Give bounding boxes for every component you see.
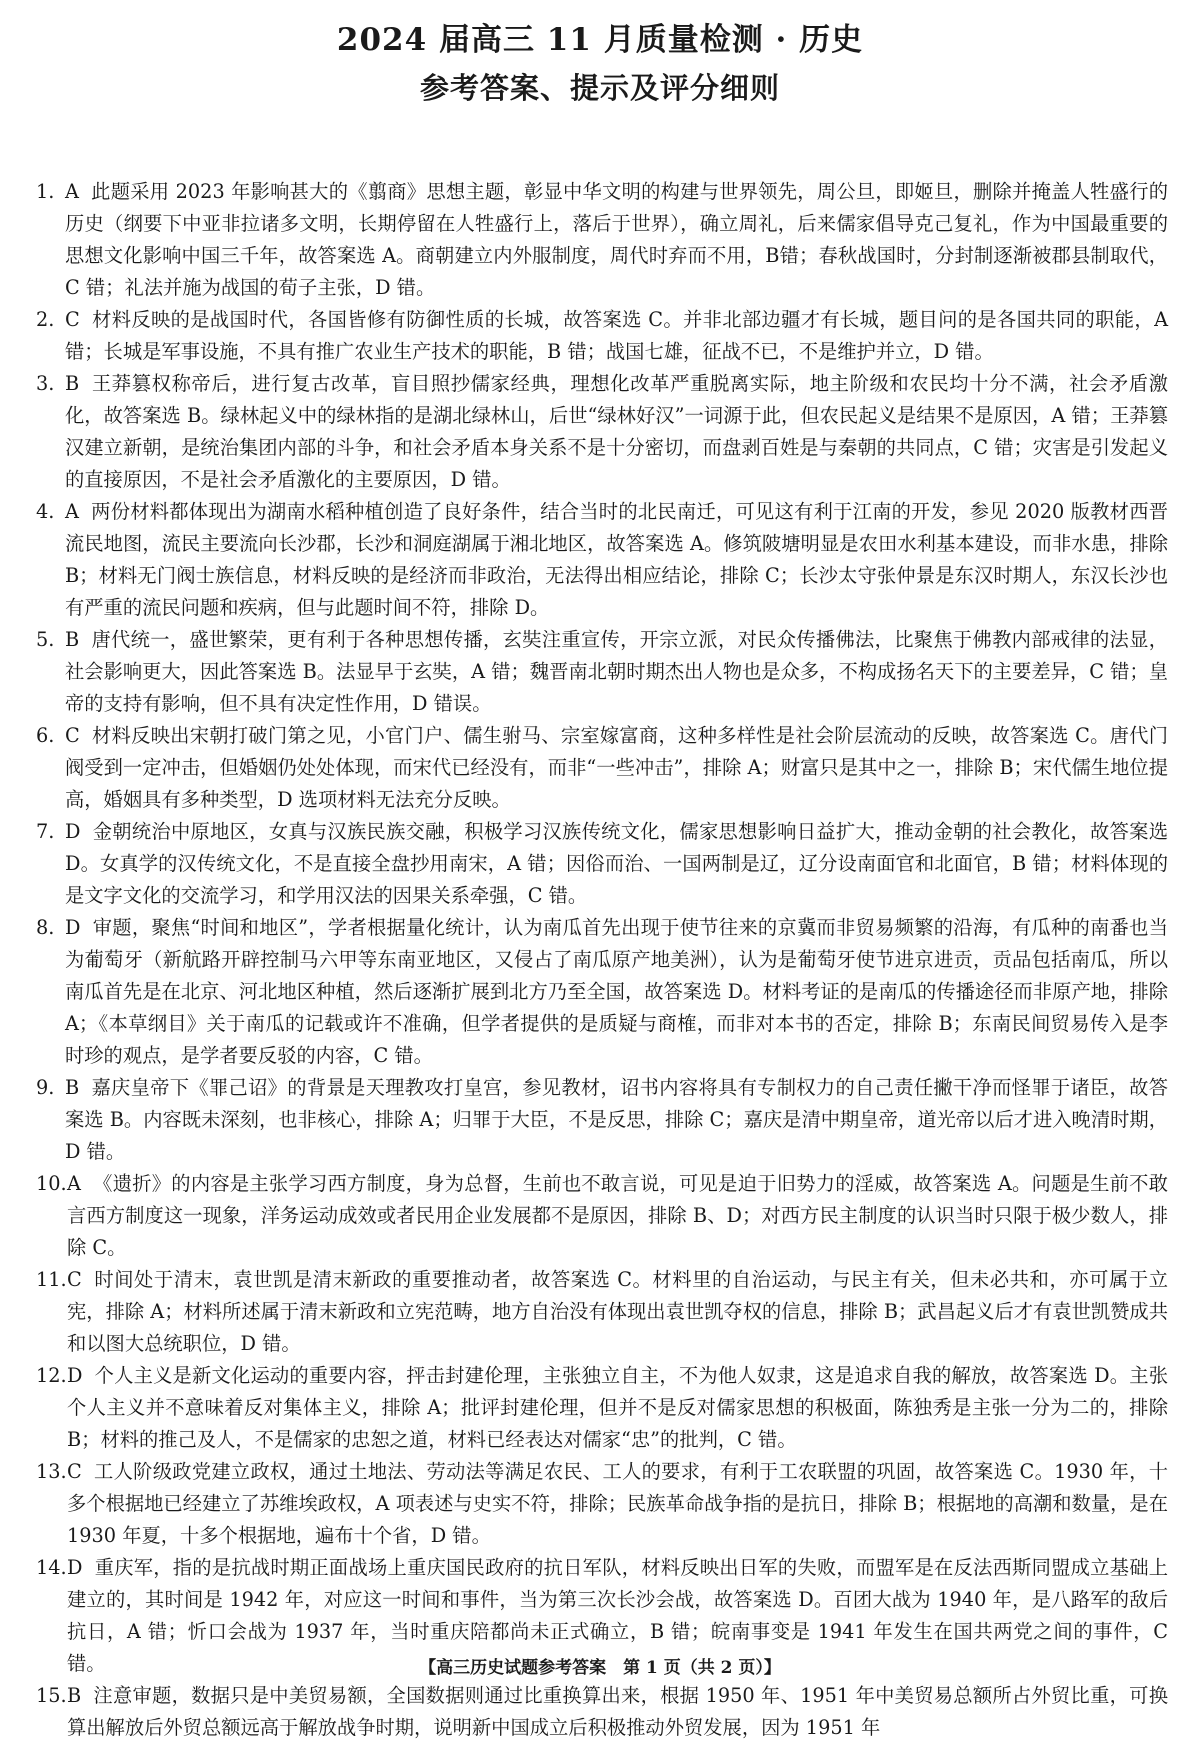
page-footer: 【高三历史试题参考答案 第 1 页（共 2 页）】 — [419, 1658, 781, 1678]
item-explanation: 审题，聚焦“时间和地区”，学者根据量化统计，认为南瓜首先出现于使节往来的京冀而非贸易频繁的沿海，有瓜种的南番也当为葡萄牙（新航路开辟控制马六甲等东南亚地区，又侵占了南瓜原产地美洲），认为是葡萄牙使节进京进贡，贡品包括南瓜，所以南瓜首先是在北京、河北地区种植，然后逐渐扩展到北方乃至全国，故答案选 D。材料考证的是南瓜的传播途径而非原产地，排除 A；《本草纲目》关于南瓜的记载或许不准确，但学者提供的是质疑与商榷，而非对本书的否定，排除 B；东南民间贸易传入是李时珍的观点，是学者要反驳的内容，C 错。 — [65, 916, 1168, 1067]
item-explanation: 金朝统治中原地区，女真与汉族民族交融，积极学习汉族传统文化，儒家思想影响日益扩大，推动金朝的社会教化，故答案选 D。女真学的汉传统文化，不是直接全盘抄用南宋，A 错；因俗而治、一国两制是辽，辽分设南面官和北面官，B 错；材料体现的是文字文化的交流学习，和学用汉法的因果关系牵强，C 错。 — [65, 820, 1168, 907]
item-explanation: 工人阶级政党建立政权，通过土地法、劳动法等满足农民、工人的要求，有利于工农联盟的巩固，故答案选 C。1930 年，十多个根据地已经建立了苏维埃政权，A 项表述与史实不符，排除；民族革命战争指的是抗日，排除 B；根据地的高潮和数量，是在 1930 年夏，十多个根据地，遍布十个省，D 错。 — [67, 1460, 1168, 1547]
answer-item-8 — [36, 912, 1168, 1072]
item-number: 8. — [36, 916, 55, 939]
item-answer: C — [65, 724, 80, 747]
item-explanation: 个人主义是新文化运动的重要内容，抨击封建伦理，主张独立自主，不为他人奴隶，这是追求自我的解放，故答案选 D。主张个人主义并不意味着反对集体主义，排除 A；批评封建伦理，但并不是反对儒家思想的积极面，陈独秀是主张一分为二的，排除 B；材料的推己及人，不是儒家的忠恕之道，材料已经表达对儒家“忠”的批判，C 错。 — [67, 1364, 1168, 1451]
answer-item-10 — [36, 1168, 1168, 1264]
item-answer: D — [65, 820, 81, 843]
item-answer: A — [67, 1172, 81, 1195]
answer-item-3 — [36, 368, 1168, 496]
answer-item-2 — [36, 304, 1168, 368]
item-explanation: 时间处于清末，袁世凯是清末新政的重要推动者，故答案选 C。材料里的自治运动，与民主有关，但未必共和，亦可属于立宪，排除 A；材料所述属于清末新政和立宪范畴，地方自治没有体现出袁世凯夺权的信息，排除 B；武昌起义后才有袁世凯赞成共和以图大总统职位，D 错。 — [67, 1268, 1168, 1355]
item-explanation: 王莽篡权称帝后，进行复古改革，盲目照抄儒家经典，理想化改革严重脱离实际，地主阶级和农民均十分不满，社会矛盾激化，故答案选 B。绿林起义中的绿林指的是湖北绿林山，后世“绿林好汉”一词源于此，但农民起义是结果不是原因，A 错；王莽篡汉建立新朝，是统治集团内部的斗争，和社会矛盾本身关系不是十分密切，而盘剥百姓是与秦朝的共同点，C 错；灾害是引发起义的直接原因，不是社会矛盾激化的主要原因，D 错。 — [65, 372, 1168, 491]
answer-item-13 — [36, 1456, 1168, 1552]
item-number: 3. — [36, 372, 55, 395]
item-answer: B — [65, 628, 80, 651]
answer-list — [36, 176, 1168, 1744]
item-number: 6. — [36, 724, 55, 747]
item-number: 7. — [36, 820, 55, 843]
item-explanation: 此题采用 2023 年影响甚大的《翦商》思想主题，彰显中华文明的构建与世界领先，周公旦，即姬旦，删除并掩盖人牲盛行的历史（纲要下中亚非拉诸多文明，长期停留在人牲盛行上，落后于世界），确立周礼，后来儒家倡导克己复礼，作为中国最重要的思想文化影响中国三千年，故答案选 A。商朝建立内外服制度，周代时弃而不用，B错；春秋战国时，分封制逐渐被郡县制取代，C 错；礼法并施为战国的荀子主张，D 错。 — [65, 180, 1168, 299]
item-number: 15. — [36, 1684, 67, 1707]
item-explanation: 唐代统一，盛世繁荣，更有利于各种思想传播，玄奘注重宣传，开宗立派，对民众传播佛法，比聚焦于佛教内部戒律的法显，社会影响更大，因此答案选 B。法显早于玄奘，A 错；魏晋南北朝时期杰出人物也是众多，不构成扬名天下的主要差异，C 错；皇帝的支持有影响，但不具有决定性作用，D 错误。 — [65, 628, 1168, 715]
item-answer: C — [67, 1460, 82, 1483]
item-answer: C — [65, 308, 80, 331]
item-number: 5. — [36, 628, 55, 651]
item-answer: A — [65, 500, 79, 523]
item-explanation: 材料反映出宋朝打破门第之见，小官门户、儒生驸马、宗室嫁富商，这种多样性是社会阶层流动的反映，故答案选 C。唐代门阀受到一定冲击，但婚姻仍处处体现，而宋代已经没有，而非“一些冲击”，排除 A；财富只是其中之一，排除 B；宋代儒生地位提高，婚姻具有多种类型，D 选项材料无法充分反映。 — [65, 724, 1168, 811]
item-answer: B — [67, 1684, 82, 1707]
item-number: 14. — [36, 1556, 67, 1579]
item-answer: A — [65, 180, 79, 203]
item-number: 9. — [36, 1076, 55, 1099]
item-number: 10. — [36, 1172, 67, 1195]
item-number: 11. — [36, 1268, 67, 1291]
page-title: 2024 届高三 11 月质量检测 · 历史 — [336, 22, 864, 58]
answer-item-4 — [36, 496, 1168, 624]
item-explanation: 注意审题，数据只是中美贸易额，全国数据则通过比重换算出来，根据 1950 年、1951 年中美贸易总额所占外贸比重，可换算出解放后外贸总额远高于解放战争时期，说明新中国成立后积极推动外贸发展，因为 1951 年 — [67, 1684, 1168, 1739]
answer-item-15 — [36, 1680, 1168, 1744]
item-explanation: 两份材料都体现出为湖南水稻种植创造了良好条件，结合当时的北民南迁，可见这有利于江南的开发，参见 2020 版教材西晋流民地图，流民主要流向长沙郡，长沙和洞庭湖属于湘北地区，故答案选 A。修筑陂塘明显是农田水利基本建设，而非水患，排除 B；材料无门阀士族信息，材料反映的是经济而非政治，无法得出相应结论，排除 C；长沙太守张仲景是东汉时期人，东汉长沙也有严重的流民问题和疾病，但与此题时间不符，排除 D。 — [65, 500, 1168, 619]
answer-item-1 — [36, 176, 1168, 304]
answer-item-11 — [36, 1264, 1168, 1360]
answer-item-5 — [36, 624, 1168, 720]
item-answer: B — [65, 1076, 80, 1099]
item-answer: D — [67, 1556, 83, 1579]
answer-item-7 — [36, 816, 1168, 912]
item-number: 4. — [36, 500, 55, 523]
item-answer: B — [65, 372, 80, 395]
item-number: 13. — [36, 1460, 67, 1483]
item-explanation: 《遗折》的内容是主张学习西方制度，身为总督，生前也不敢言说，可见是迫于旧势力的淫威，故答案选 A。问题是生前不敢言西方制度这一现象，洋务运动成效或者民用企业发展都不是原因，排除 B、D；对西方民主制度的认识当时只限于极少数人，排除 C。 — [67, 1172, 1168, 1259]
item-answer: D — [65, 916, 81, 939]
page-subtitle: 参考答案、提示及评分细则 — [419, 71, 780, 105]
item-number: 2. — [36, 308, 55, 331]
answer-item-9 — [36, 1072, 1168, 1168]
item-answer: C — [67, 1268, 82, 1291]
item-explanation: 嘉庆皇帝下《罪己诏》的背景是天理教攻打皇宫，参见教材，诏书内容将具有专制权力的自己责任撇干净而怪罪于诸臣，故答案选 B。内容既未深刻，也非核心，排除 A；归罪于大臣，不是反思，排除 C；嘉庆是清中期皇帝，道光帝以后才进入晚清时期，D 错。 — [65, 1076, 1168, 1163]
answer-item-12 — [36, 1360, 1168, 1456]
item-explanation: 材料反映的是战国时代，各国皆修有防御性质的长城，故答案选 C。并非北部边疆才有长城，题目问的是各国共同的职能，A 错；长城是军事设施，不具有推广农业生产技术的职能，B 错；战国七雄，征战不已，不是维护并立，D 错。 — [65, 308, 1168, 363]
item-number: 1. — [36, 180, 55, 203]
answer-item-6 — [36, 720, 1168, 816]
item-explanation: 重庆军，指的是抗战时期正面战场上重庆国民政府的抗日军队，材料反映出日军的失败，而盟军是在反法西斯同盟成立基础上建立的，其时间是 1942 年，对应这一时间和事件，当为第三次长沙会战，故答案选 D。百团大战为 1940 年，是八路军的敌后抗日，A 错；忻口会战为 1937 年，当时重庆陪都尚未正式确立，B 错；皖南事变是 1941 年发生在国共两党之间的事件，C 错。 — [67, 1556, 1168, 1675]
item-number: 12. — [36, 1364, 67, 1387]
item-answer: D — [67, 1364, 83, 1387]
